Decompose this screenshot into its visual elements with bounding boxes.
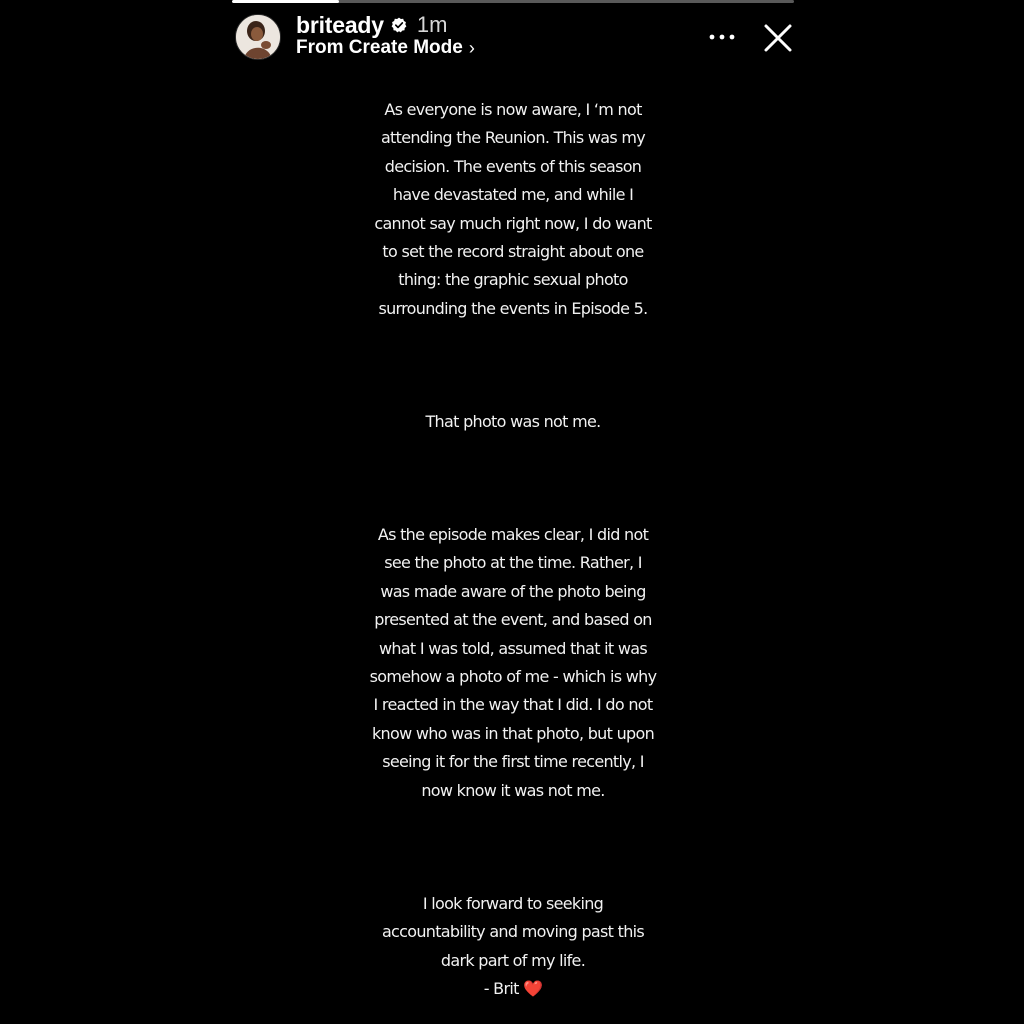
username-row	[296, 12, 447, 38]
text-line: now know it was not me.	[421, 780, 605, 800]
story-viewer[interactable]	[232, 0, 794, 1024]
chevron-right-icon: ›	[468, 38, 475, 58]
create-mode-link[interactable]	[296, 36, 475, 60]
text-line: That photo was not me.	[425, 412, 601, 431]
text-line: to set the record straight about one	[382, 242, 644, 262]
story-header	[232, 12, 794, 62]
text-line: thing: the graphic sexual photo	[398, 270, 628, 290]
text-line: know who was in that photo, but upon	[371, 723, 655, 743]
text-line: seeing it for the first time recently, I	[382, 752, 644, 772]
signature: - Brit	[483, 979, 519, 999]
text-line: decision. The events of this season	[384, 156, 642, 176]
text-line: was made aware of the photo being	[380, 581, 646, 601]
text-line: see the photo at the time. Rather, I	[384, 553, 642, 573]
paragraph-intro	[232, 96, 794, 323]
close-button[interactable]	[760, 20, 796, 56]
close-icon	[760, 20, 796, 56]
text-line: somehow a photo of me - which is why	[369, 667, 657, 687]
text-line: have devastated me, and while I	[392, 185, 634, 205]
story-progress-bar	[232, 0, 794, 3]
paragraph-explanation	[232, 521, 794, 805]
paragraph-closing	[232, 890, 794, 1004]
text-line: what I was told, assumed that it was	[378, 638, 648, 658]
text-line: dark part of my life.	[440, 950, 586, 970]
text-line: I look forward to seeking	[422, 894, 604, 913]
username[interactable]: briteady	[296, 11, 384, 38]
verified-badge-icon	[391, 17, 407, 33]
more-options-button[interactable]	[702, 22, 742, 52]
text-line: accountability and moving past this	[381, 922, 645, 942]
avatar[interactable]	[235, 14, 281, 60]
paragraph-statement	[232, 408, 794, 436]
story-progress-fill	[232, 0, 339, 3]
text-line: attending the Reunion. This was my	[380, 128, 646, 148]
text-line: As everyone is now aware, I ‘m not	[384, 100, 642, 119]
text-line: cannot say much right now, I do want	[374, 213, 652, 233]
avatar-image	[236, 15, 280, 59]
signature-line	[232, 975, 794, 1003]
post-time: 1m	[416, 12, 448, 37]
text-line: I reacted in the way that I did. I do not	[373, 695, 653, 715]
text-line: As the episode makes clear, I did not	[377, 525, 649, 544]
more-horizontal-icon	[709, 34, 735, 40]
text-line: surrounding the events in Episode 5.	[378, 298, 648, 318]
create-mode-label: From Create Mode	[296, 37, 463, 58]
heart-emoji: ❤️	[523, 979, 543, 999]
text-line: presented at the event, and based on	[374, 610, 652, 630]
